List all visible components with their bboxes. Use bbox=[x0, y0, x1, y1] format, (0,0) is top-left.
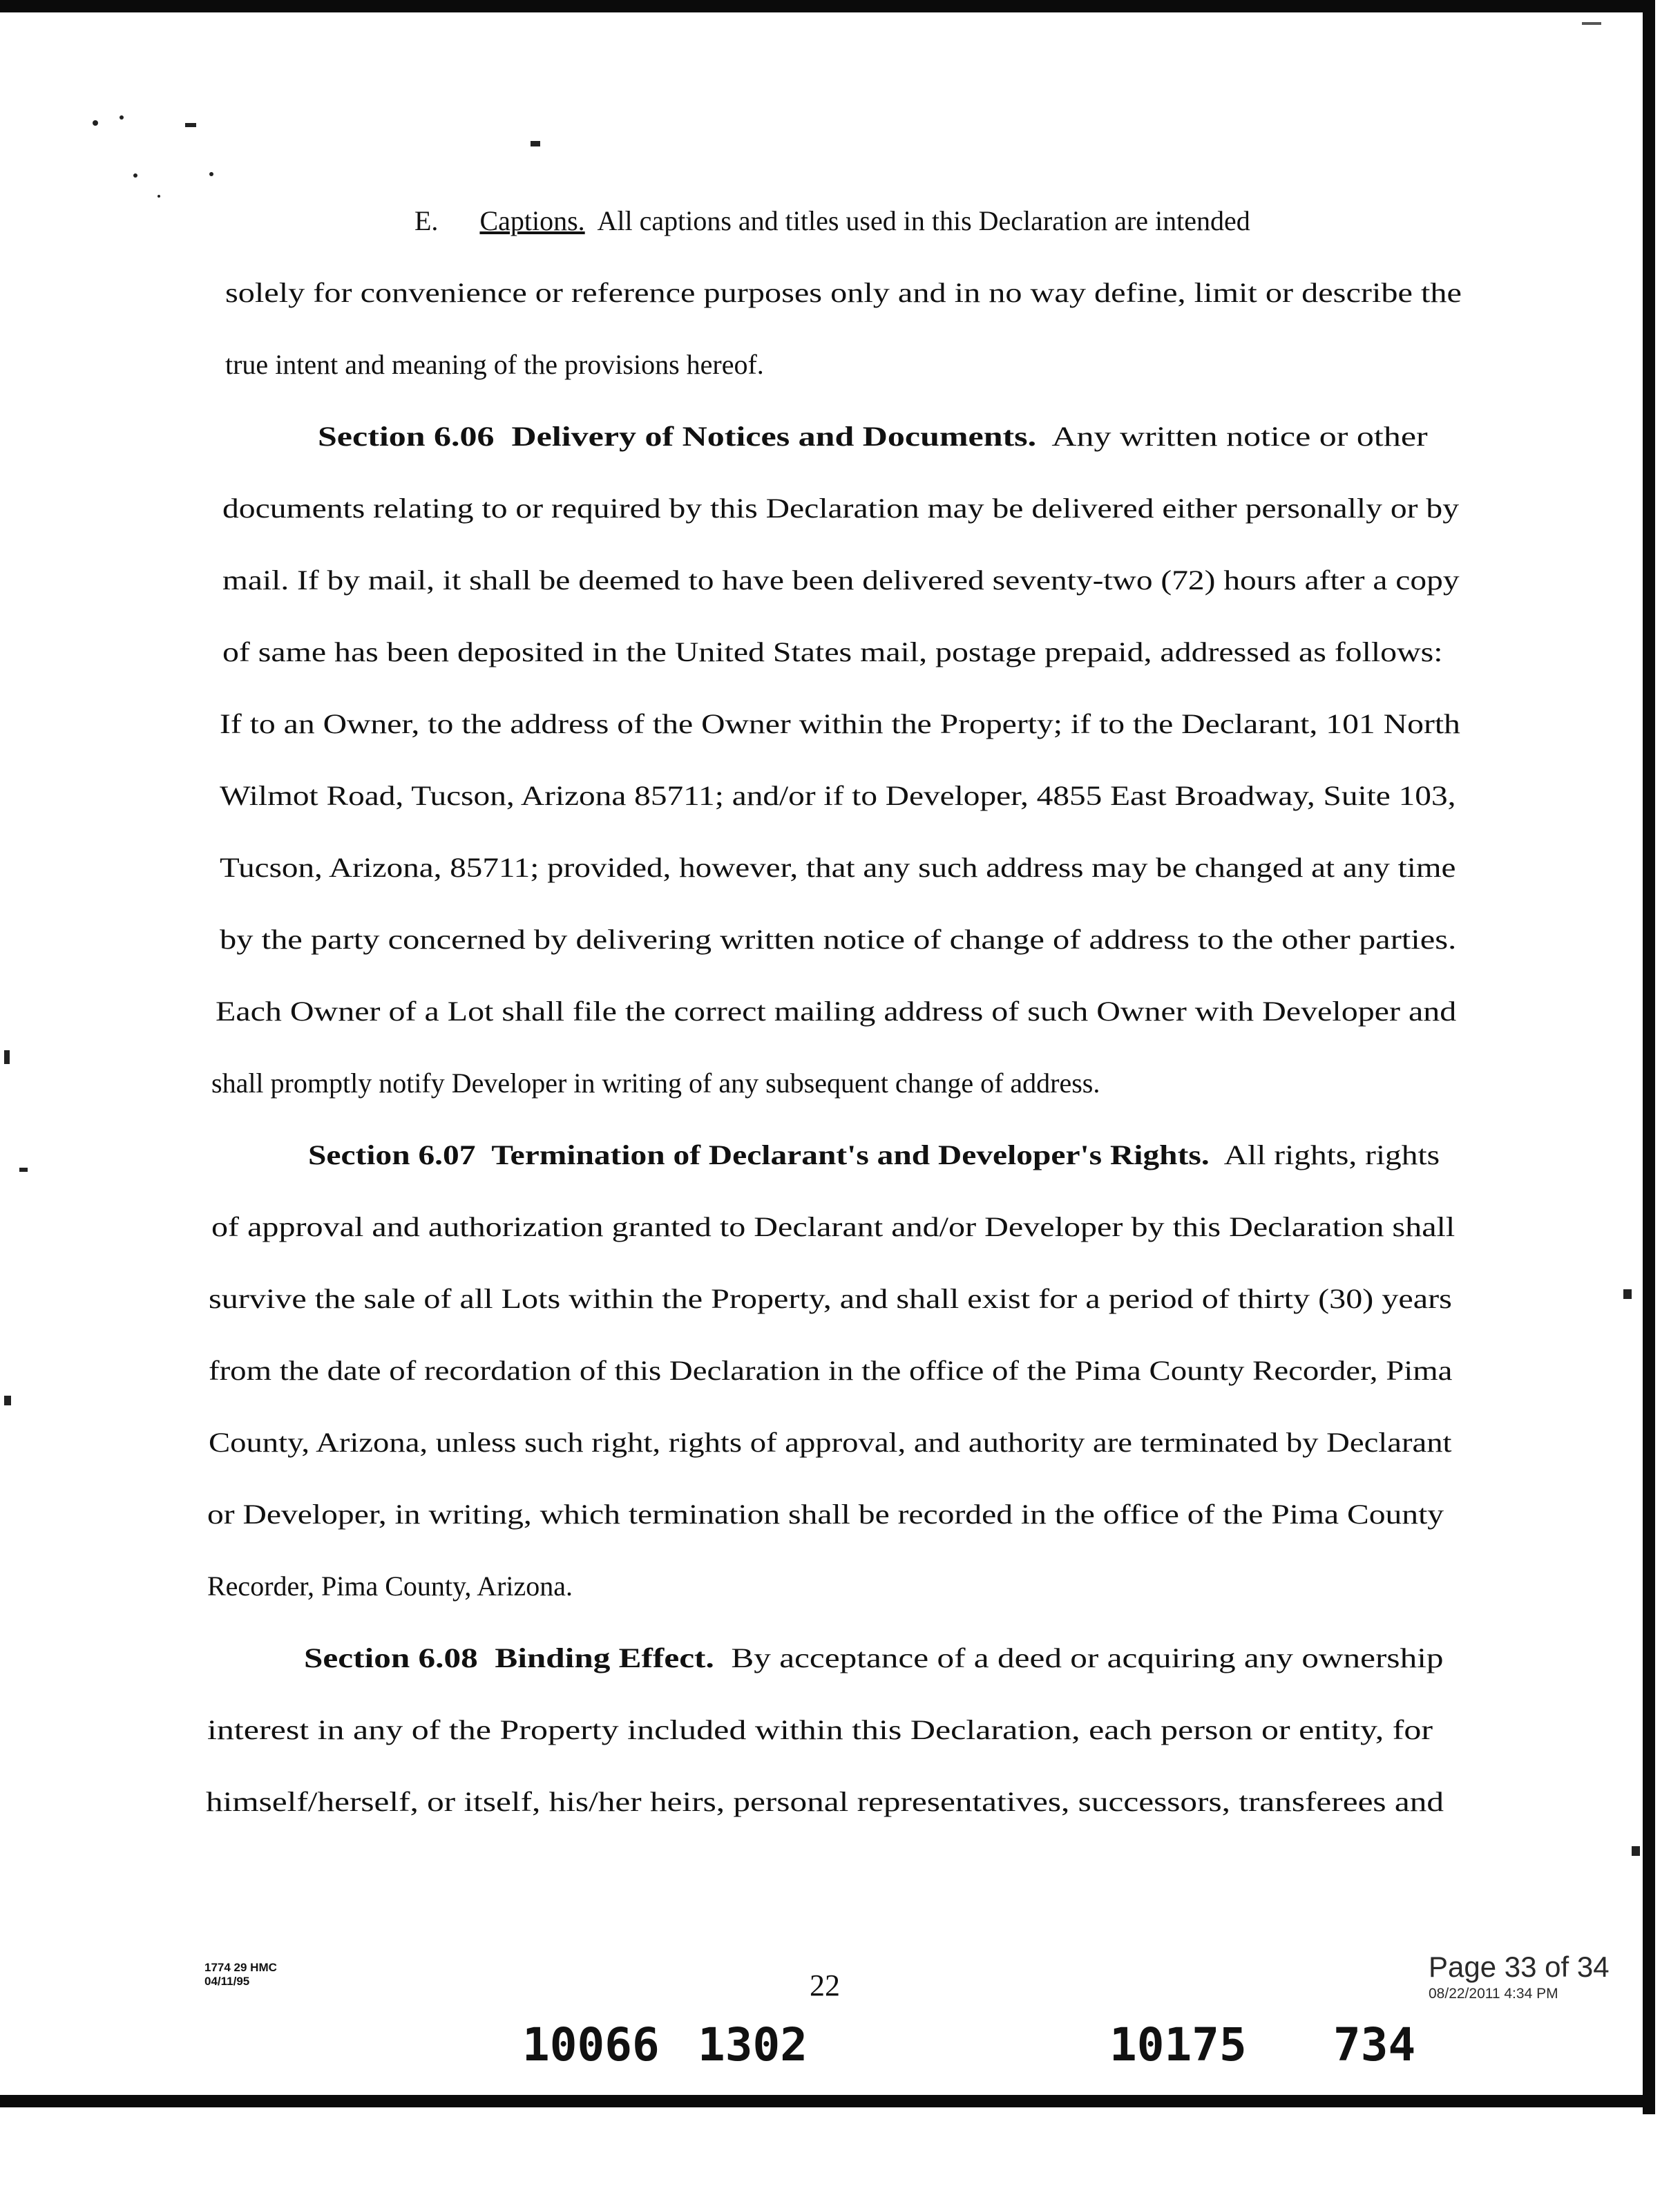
text-line bbox=[414, 205, 1250, 238]
text-segment: Tucson, Arizona, 85711; provided, however, that any such address may be changed at any time bbox=[220, 852, 1456, 883]
text-line bbox=[216, 995, 1456, 1028]
text-segment: All captions and titles used in this Declaration are intended bbox=[584, 205, 1250, 236]
text-line bbox=[209, 1282, 1452, 1316]
text-line bbox=[207, 1714, 1433, 1747]
text-segment: Any written notice or other bbox=[1036, 421, 1428, 452]
text-segment: of approval and authorization granted to Declarant and/or Developer by this Declaration shall bbox=[211, 1211, 1455, 1242]
text-segment: survive the sale of all Lots within the Property, and shall exist for a period of thirty (30) years bbox=[209, 1283, 1452, 1314]
text-segment: documents relating to or required by this Declaration may be delivered either personally or by bbox=[222, 493, 1460, 524]
text-segment: from the date of recordation of this Declaration in the office of the Pima County Recorder, Pima bbox=[209, 1355, 1453, 1386]
text-line bbox=[207, 1570, 573, 1603]
text-segment: or Developer, in writing, which termination shall be recorded in the office of the Pima County bbox=[207, 1499, 1444, 1530]
text-line bbox=[211, 1211, 1455, 1244]
text-line bbox=[220, 851, 1455, 884]
text-line bbox=[225, 276, 1462, 310]
text-line bbox=[222, 564, 1460, 597]
caption-heading: Captions. bbox=[479, 205, 585, 236]
text-segment: All rights, rights bbox=[1209, 1139, 1440, 1170]
page-stamp: Page 33 of 34 bbox=[1429, 1951, 1610, 1983]
text-line bbox=[304, 1642, 1444, 1675]
footer-file-code bbox=[204, 1961, 277, 1989]
recording-number-right-1: 10175 bbox=[1109, 2018, 1247, 2071]
text-segment: solely for convenience or reference purposes only and in no way define, limit or describe the bbox=[225, 277, 1462, 308]
text-line bbox=[220, 923, 1456, 956]
text-line bbox=[211, 1067, 1100, 1100]
recording-number-right-2: 734 bbox=[1333, 2018, 1416, 2071]
text-segment: by the party concerned by delivering written notice of change of address to the other parties. bbox=[220, 924, 1457, 955]
text-line bbox=[207, 1498, 1444, 1531]
text-line bbox=[318, 420, 1428, 453]
text-segment: interest in any of the Property included within this Declaration, each person or entity, for bbox=[207, 1714, 1433, 1745]
text-segment: mail. If by mail, it shall be deemed to have been delivered seventy-two (72) hours after a copy bbox=[222, 564, 1460, 596]
text-line bbox=[220, 779, 1455, 813]
recording-number-left-2: 1302 bbox=[698, 2018, 808, 2071]
text-segment: Each Owner of a Lot shall file the correct mailing address of such Owner with Developer and bbox=[216, 996, 1457, 1027]
text-segment bbox=[438, 205, 479, 236]
text-segment: Recorder, Pima County, Arizona. bbox=[207, 1571, 573, 1602]
text-segment: shall promptly notify Developer in writing of any subsequent change of address. bbox=[211, 1067, 1100, 1099]
page-stamp-datetime: 08/22/2011 4:34 PM bbox=[1429, 1986, 1558, 2002]
section-heading: Section 6.07 Termination of Declarant's and Developer's Rights. bbox=[308, 1139, 1210, 1170]
text-line bbox=[209, 1354, 1452, 1387]
text-segment: of same has been deposited in the United States mail, postage prepaid, addressed as follows: bbox=[222, 636, 1443, 667]
text-line bbox=[222, 636, 1443, 669]
text-line bbox=[222, 492, 1459, 525]
text-line bbox=[225, 348, 764, 381]
text-line bbox=[220, 708, 1460, 741]
text-segment: By acceptance of a deed or acquiring any ownership bbox=[714, 1642, 1444, 1673]
recording-number-left-1: 10066 bbox=[522, 2018, 660, 2071]
text-segment: If to an Owner, to the address of the Owner within the Property; if to the Declarant, 101 North bbox=[220, 708, 1460, 739]
text-line bbox=[209, 1426, 1452, 1459]
text-segment: himself/herself, or itself, his/her heirs, personal representatives, successors, transferees and bbox=[206, 1786, 1444, 1817]
section-heading: Section 6.06 Delivery of Notices and Documents. bbox=[318, 421, 1037, 452]
text-segment: E. bbox=[414, 205, 439, 236]
text-line bbox=[206, 1785, 1444, 1819]
text-segment: Wilmot Road, Tucson, Arizona 85711; and/or if to Developer, 4855 East Broadway, Suite 103, bbox=[220, 780, 1456, 811]
footer-file-code-line1: 1774 29 HMC bbox=[204, 1961, 277, 1974]
text-segment: County, Arizona, unless such right, rights of approval, and authority are terminated by Declarant bbox=[209, 1427, 1452, 1458]
text-segment: true intent and meaning of the provisions hereof. bbox=[225, 349, 764, 380]
page-number: 22 bbox=[810, 1968, 840, 2002]
section-heading: Section 6.08 Binding Effect. bbox=[304, 1642, 714, 1673]
footer-file-code-line2: 04/11/95 bbox=[204, 1975, 250, 1988]
text-line bbox=[308, 1139, 1440, 1172]
